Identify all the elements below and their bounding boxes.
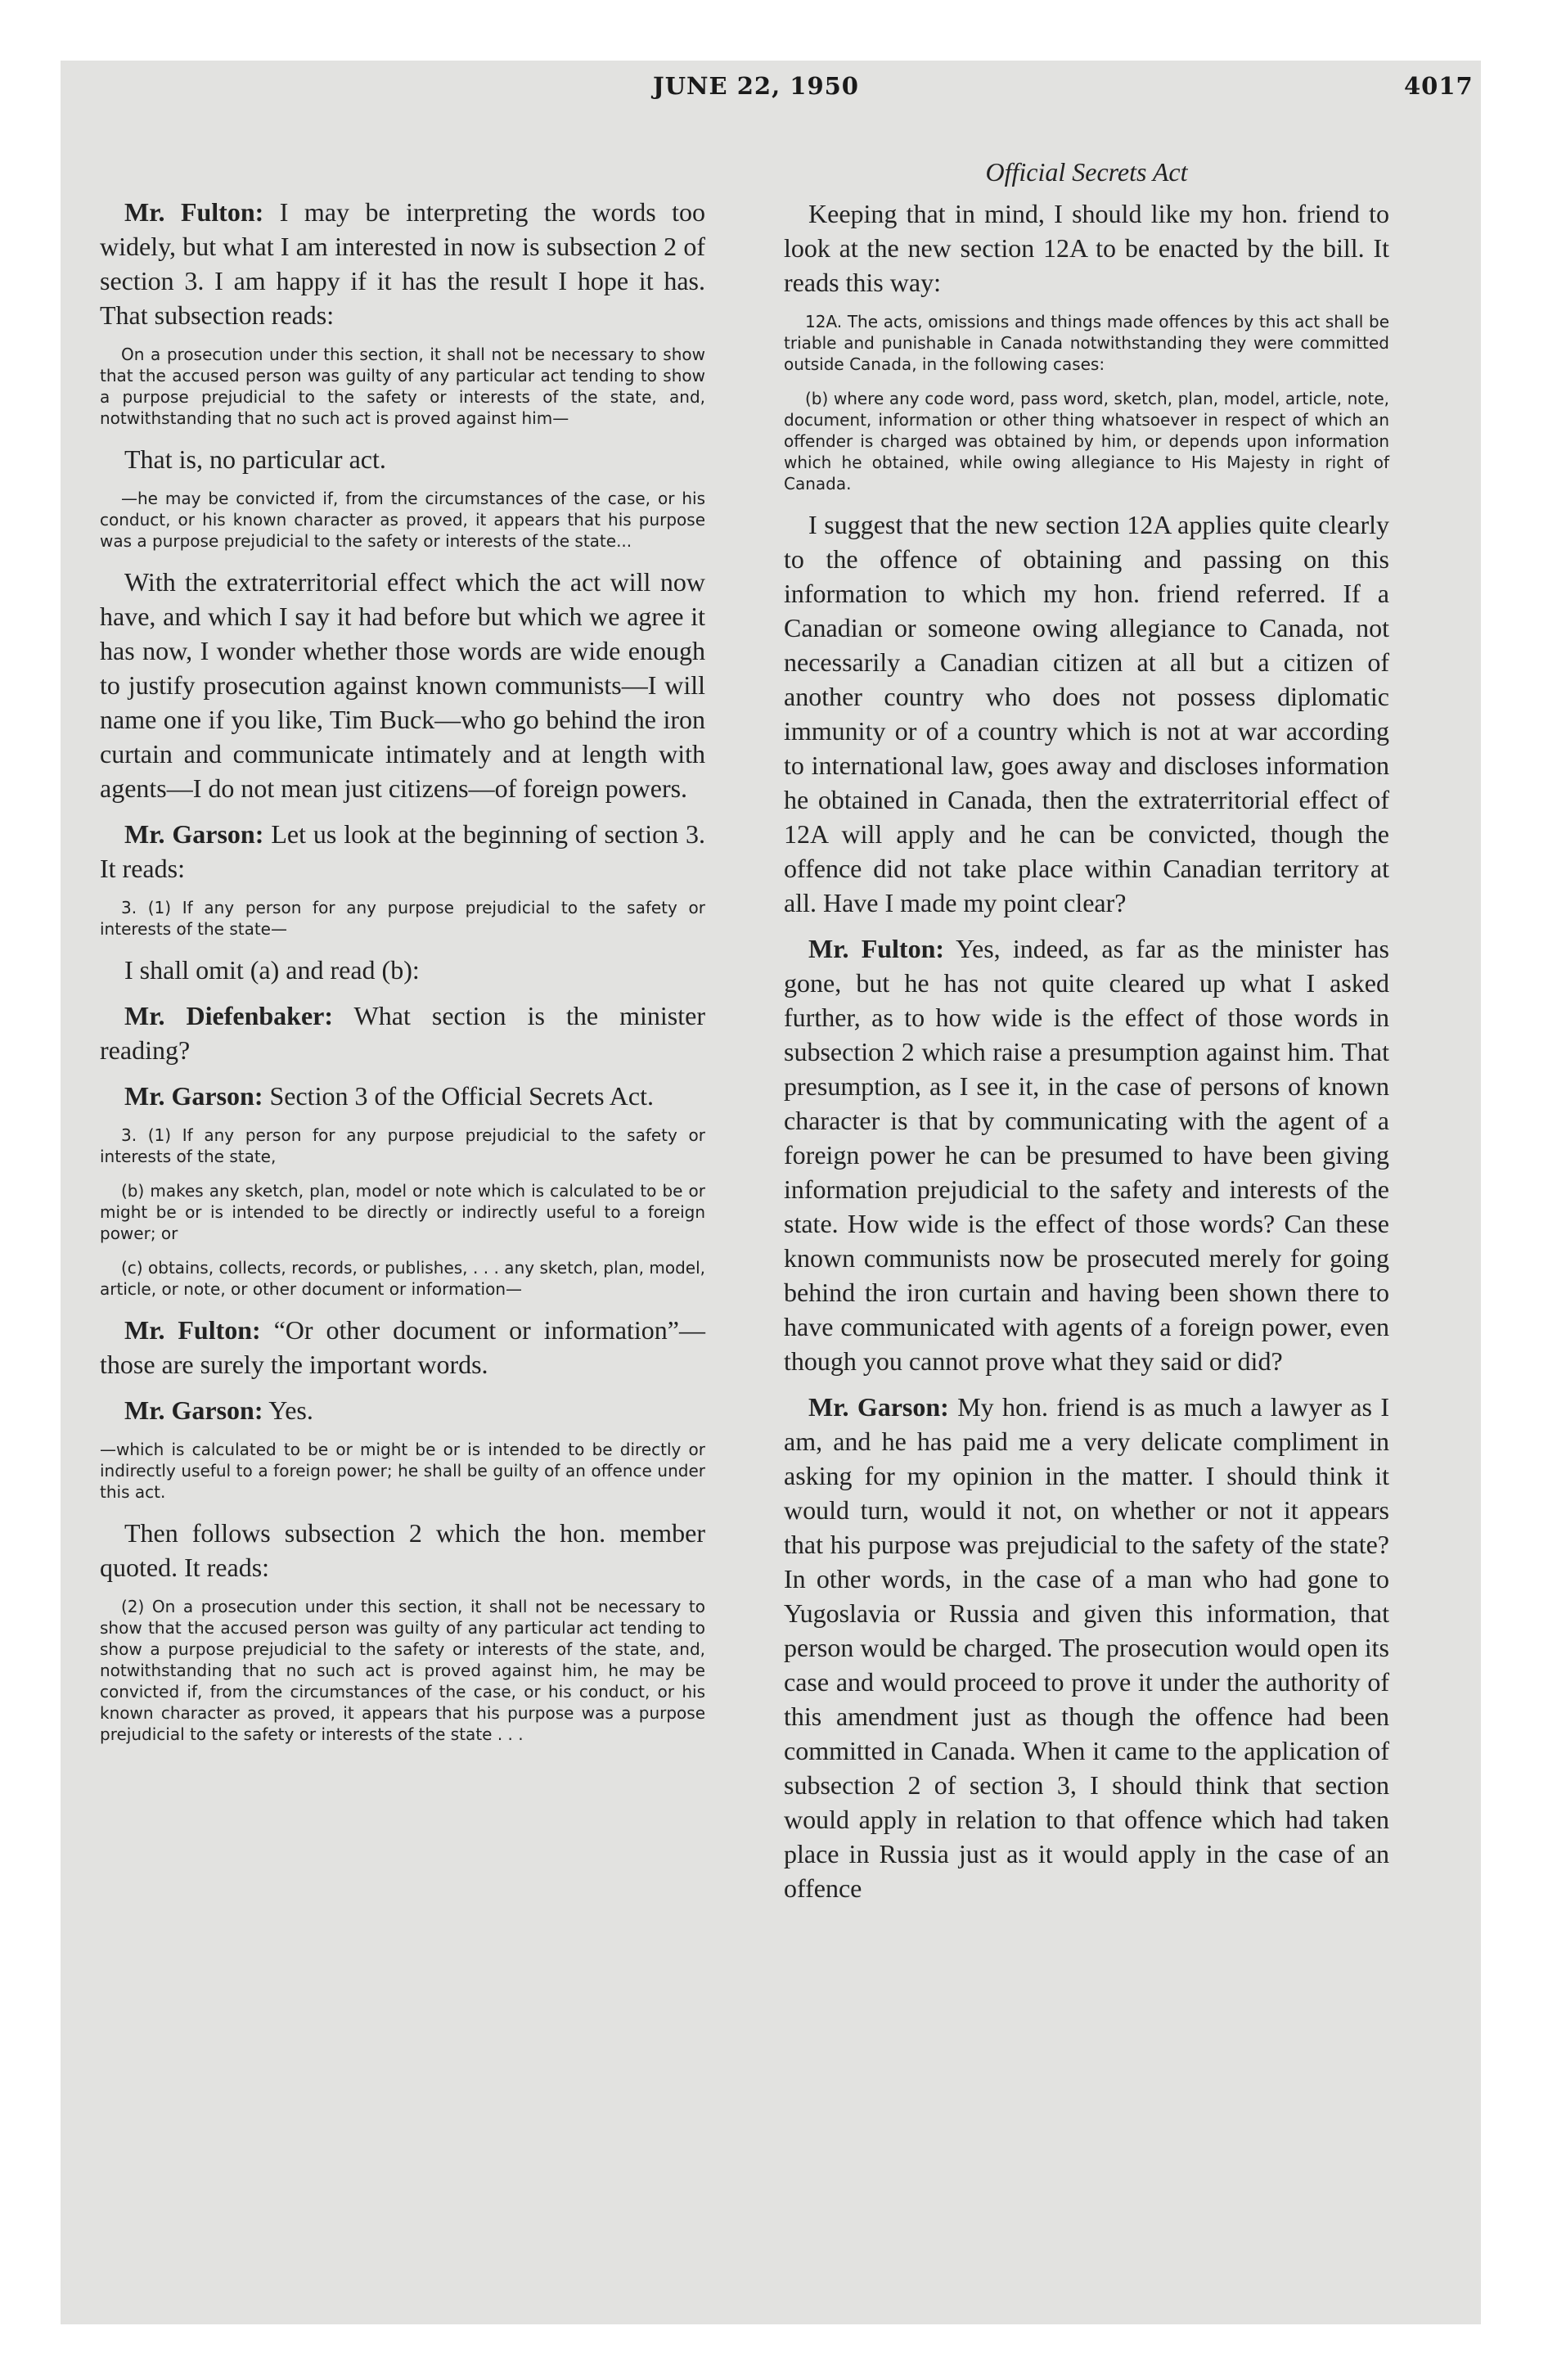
quoted-text: 3. (1) If any person for any purpose prejudicial to the safety or interests of the state, (100, 1125, 705, 1166)
paragraph: With the extraterritorial effect which the act will now have, and which I say it had before but which we agree it has now, I wonder whether those words are wide enough to justify prosecution against known communists—I will name one if you like, Tim Buck—who go behind the iron curtain and communicate intimately and at length with agents—I do not mean just citizens—of foreign powers. (100, 567, 705, 803)
paragraph: I shall omit (a) and read (b): (124, 955, 420, 985)
paragraph: Keeping that in mind, I should like my hon. friend to look at the new section 12A to be enacted by the bill. It reads this way: (784, 199, 1389, 297)
speaker: Mr. Diefenbaker: (124, 1001, 334, 1030)
section-title: Official Secrets Act (985, 157, 1188, 187)
paragraph (784, 931, 1389, 1378)
speaker: Mr. Garson: (124, 1081, 263, 1111)
quoted-text: —he may be convicted if, from the circumstances of the case, or his conduct, or his known character as proved, it appears that his purpose was a purpose prejudicial to the safety or interests of the state... (100, 489, 705, 551)
speech-text: “Or other document or information”—those are surely the important words. (100, 1315, 705, 1379)
speech-text: Yes. (268, 1395, 313, 1425)
paragraph (100, 195, 705, 332)
paragraph (100, 1313, 705, 1382)
speaker: Mr. Fulton: (808, 934, 945, 963)
quoted-text: 12A. The acts, omissions and things made offences by this act shall be triable and punishable in Canada notwithstanding they were committed outside Canada, in the following cases: (784, 312, 1389, 374)
speaker: Mr. Fulton: (124, 1315, 261, 1345)
speech-text: Yes, indeed, as far as the minister has gone, but he has not quite cleared up what I asked further, as to how wide is the effect of those words in subsection 2 which raise a presumption against him. That presumption, as I see it, in the case of persons of known character is that by communicating with the agent of a foreign power he can be presumed to have been giving information prejudicial to the safety and interests of the state. How wide is the effect of those words? Can these known communists now be prosecuted merely for going behind the iron curtain and having been shown there to have communicated with agents of a foreign power, even though you cannot prove what they said or did? (784, 934, 1390, 1376)
quoted-text: (c) obtains, collects, records, or publishes, . . . any sketch, plan, model, article, or note, or other document or information— (100, 1258, 705, 1299)
quoted-text: (2) On a prosecution under this section, it shall not be necessary to show that the accused person was guilty of any particular act tending to show a purpose prejudicial to the safety or interests of the state, and, notwithstanding that no such act is proved against him, he may be convicted if, from the circumstances of the case, or his conduct, or his known character as proved, it appears that his purpose was a purpose prejudicial to the safety or interests of the state . . . (100, 1597, 705, 1744)
quoted-text: (b) where any code word, pass word, sketch, plan, model, article, note, document, information or other thing whatsoever in respect of which an offender is charged was obtained by him, or depends upon information which he obtained, while owing allegiance to His Majesty in right of Canada. (784, 389, 1389, 494)
quoted-text: 3. (1) If any person for any purpose prejudicial to the safety or interests of the state— (100, 898, 705, 939)
speaker: Mr. Garson: (124, 1395, 263, 1425)
speech-text: I may be interpreting the words too widely, but what I am interested in now is subsection 2 of section 3. I am happy if it has the result I hope it has. That subsection reads: (100, 197, 705, 330)
speaker: Mr. Fulton: (124, 197, 264, 227)
left-column (100, 195, 705, 1758)
paragraph: I suggest that the new section 12A applies quite clearly to the offence of obtaining and passing on this information to which my hon. friend referred. If a Canadian or someone owing allegiance to Canada, not necessarily a Canadian citizen at all but a citizen of another country who does not possess diplomatic immunity or of a country which is not at war according to international law, goes away and discloses information he obtained in Canada, then the extraterritorial effect of 12A will apply and he can be convicted, though the offence did not take place within Canadian territory at all. Have I made my point clear? (784, 510, 1389, 917)
paragraph: That is, no particular act. (124, 444, 386, 474)
speech-text: Let us look at the beginning of section 3. It reads: (100, 819, 706, 883)
speech-text: Section 3 of the Official Secrets Act. (269, 1081, 654, 1111)
speech-text: My hon. friend is as much a lawyer as I am, and he has paid me a very delicate compliment in asking for my opinion in the matter. I should think it would turn, would it not, on whether or not it appears that his purpose was prejudicial to the safety of the state? In other words, in the case of a man who had gone to Yugoslavia or Russia and given this information, that person would be charged. The prosecution would open its case and would proceed to prove it under the authority of this amendment just as though the offence had been committed in Canada. When it came to the application of subsection 2 of section 3, I should think that section would apply in relation to that offence which had taken place in Russia just as it would apply in the case of an offence (784, 1392, 1390, 1903)
speech-text: What section is the minister reading? (100, 1001, 706, 1065)
quoted-text: On a prosecution under this section, it shall not be necessary to show that the accused person was guilty of any particular act tending to show a purpose prejudicial to the safety or interests of the state, and, notwithstanding that no such act is proved against him— (100, 345, 705, 428)
speaker: Mr. Garson: (124, 819, 264, 849)
page-number: 4017 (1404, 72, 1474, 100)
paragraph (784, 1390, 1389, 1905)
paragraph (100, 1393, 705, 1427)
speaker: Mr. Garson: (808, 1392, 949, 1422)
paragraph (100, 817, 705, 886)
paragraph (100, 1079, 705, 1113)
right-column (784, 156, 1389, 1917)
page-date: JUNE 22, 1950 (653, 72, 859, 100)
paragraph: Then follows subsection 2 which the hon. member quoted. It reads: (100, 1518, 705, 1582)
quoted-text: (b) makes any sketch, plan, model or note which is calculated to be or might be or is intended to be directly or indirectly useful to a foreign power; or (100, 1181, 705, 1243)
quoted-text: —which is calculated to be or might be or is intended to be directly or indirectly useful to a foreign power; he shall be guilty of an offence under this act. (100, 1440, 705, 1502)
paragraph (100, 998, 705, 1067)
